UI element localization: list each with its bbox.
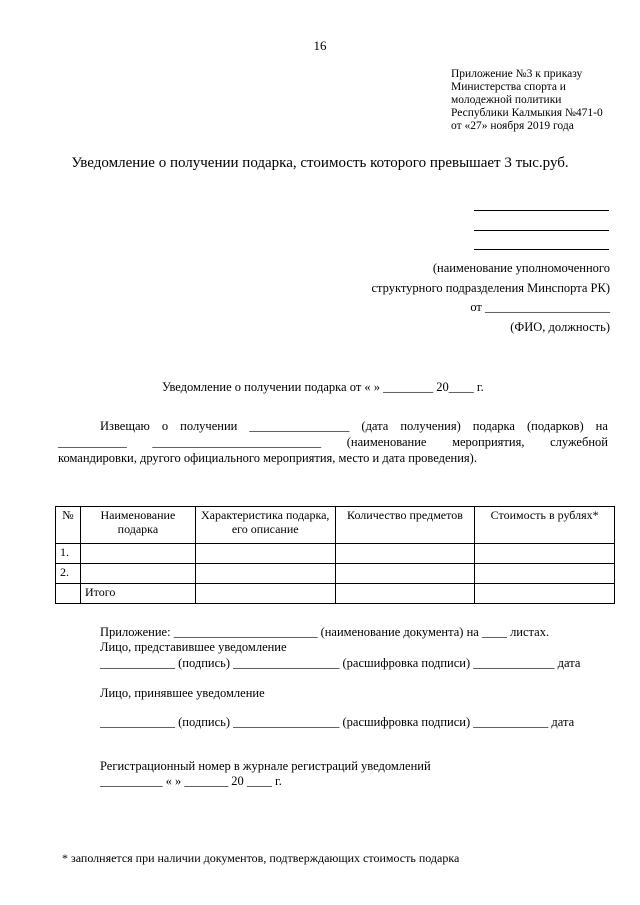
document-title: Уведомление о получении подарка, стоимость которого превышает 3 тыс.руб. <box>71 155 569 171</box>
attachment-line: Приложение: _______________________ (наименование документа) на ____ листах. <box>100 625 550 639</box>
addressee-line <box>474 230 609 231</box>
submitter-signature-line: ____________ (подпись) _________________ (расшифровка подписи) _____________ дата <box>100 656 581 670</box>
table-row: 2. <box>56 564 615 584</box>
annex-block <box>451 68 603 133</box>
annex-line: Министерства спорта и <box>451 81 566 93</box>
table-total-row: Итого <box>56 584 615 604</box>
receiver-signature-line: ____________ (подпись) _________________ (расшифровка подписи) ____________ дата <box>100 715 575 729</box>
table-row: 1. <box>56 544 615 564</box>
receiver-label: Лицо, принявшее уведомление <box>100 686 265 700</box>
registration-label: Регистрационный номер в журнале регистраций уведомлений <box>100 759 431 773</box>
header-quantity: Количество предметов <box>335 507 475 544</box>
notice-line: Уведомление о получении подарка от « » ________ 20____ г. <box>162 380 484 394</box>
header-cost: Стоимость в рублях* <box>475 507 615 544</box>
header-number: № <box>56 507 81 544</box>
registration-line: __________ « » _______ 20 ____ г. <box>100 774 282 788</box>
submitter-label: Лицо, представившее уведомление <box>100 640 287 654</box>
addressee-label: (наименование уполномоченного <box>432 261 610 275</box>
annex-line: Приложение №3 к приказу <box>451 68 583 80</box>
inform-line-3: командировки, другого официального мероприятия, место и дата проведения). <box>58 451 477 465</box>
annex-line: Республики Калмыкия №471-0 <box>451 107 603 119</box>
inform-line-1: Извещаю о получении ________________ (дата получения) подарка (подарков) на <box>100 419 608 433</box>
inform-line-2: ___________ ___________________________ (наименование мероприятия, служебной <box>58 435 608 449</box>
header-name: Наименование подарка <box>80 507 195 544</box>
addressee-line <box>474 210 609 211</box>
fio-label: (ФИО, должность) <box>510 320 610 334</box>
gifts-table <box>55 506 615 604</box>
annex-line: молодежной политики <box>451 94 562 106</box>
table-header-row <box>56 507 615 544</box>
addressee-line <box>474 249 609 250</box>
annex-line: от «27» ноября 2019 года <box>451 120 574 132</box>
inform-paragraph <box>58 418 608 466</box>
page-number: 16 <box>313 38 327 53</box>
from-line: от ____________________ <box>470 300 610 314</box>
addressee-label: структурного подразделения Минспорта РК) <box>371 281 610 295</box>
footnote: * заполняется при наличии документов, подтверждающих стоимость подарка <box>62 851 460 865</box>
header-description: Характеристика подарка, его описание <box>195 507 335 544</box>
